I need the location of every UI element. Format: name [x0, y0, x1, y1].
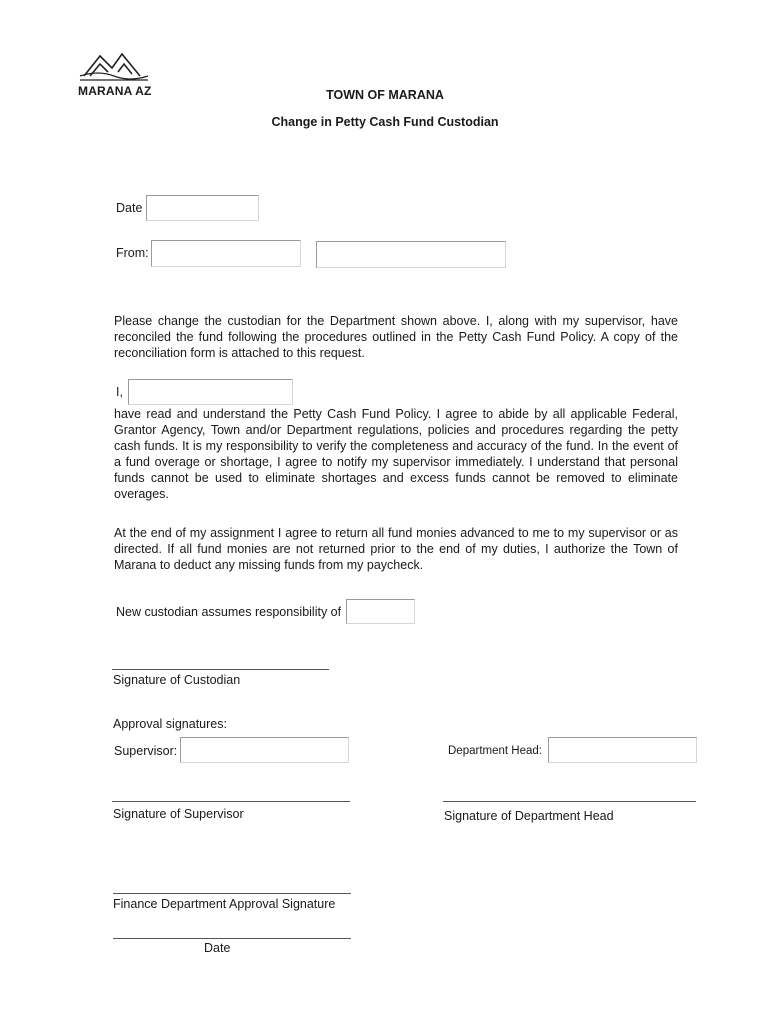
- supervisor-label: Supervisor:: [114, 744, 178, 758]
- custodian-name-input[interactable]: [128, 379, 293, 405]
- from-label: From:: [116, 246, 149, 260]
- date-input[interactable]: [146, 195, 259, 221]
- dept-head-signature-line[interactable]: [443, 801, 696, 802]
- agreement-paragraph: have read and understand the Petty Cash Fund Policy. I agree to abide by all applicable Federal, Grantor Agency, Town and/or Department regulations, policies and procedures regarding the petty cash funds. It is my responsibility to verify the completeness and accuracy of the fund. In the event of a fund overage or shortage, I agree to notify my supervisor immediately. I understand that personal funds cannot be used to eliminate shortages and excess funds cannot be removed to eliminate overages.: [114, 407, 678, 501]
- assignment-paragraph: At the end of my assignment I agree to return all fund monies advanced to me to my supervisor or as directed. If all fund monies are not returned prior to the end of my duties, I authorize the Town of Marana to deduct any missing funds from my paycheck.: [114, 526, 678, 572]
- custodian-signature-line[interactable]: [112, 669, 329, 670]
- supervisor-input[interactable]: [180, 737, 349, 763]
- from-department-input[interactable]: [316, 241, 506, 268]
- dept-head-input[interactable]: [548, 737, 697, 763]
- from-name-input[interactable]: [151, 240, 301, 267]
- logo-text: MARANA AZ: [78, 84, 152, 98]
- finance-date-label: Date: [204, 941, 231, 955]
- page-title: TOWN OF MARANA: [326, 88, 444, 102]
- responsibility-amount-input[interactable]: [346, 599, 415, 624]
- custodian-signature-label: Signature of Custodian: [113, 673, 241, 687]
- dept-head-signature-label: Signature of Department Head: [444, 809, 614, 823]
- form-subtitle: Change in Petty Cash Fund Custodian: [271, 115, 499, 129]
- finance-signature-line[interactable]: [113, 893, 351, 894]
- i-label: I,: [116, 385, 123, 399]
- request-paragraph: Please change the custodian for the Department shown above. I, along with my supervisor, have reconciled the fund following the procedures outlined in the Petty Cash Fund Policy. A copy of the reconciliation form is attached to this request.: [114, 314, 678, 360]
- finance-date-line[interactable]: [113, 938, 351, 939]
- date-label: Date: [116, 201, 143, 215]
- responsibility-label: New custodian assumes responsibility of: [116, 605, 342, 619]
- supervisor-signature-line[interactable]: [112, 801, 350, 802]
- finance-signature-label: Finance Department Approval Signature: [113, 897, 336, 911]
- supervisor-signature-label: Signature of Supervisor: [113, 807, 244, 821]
- dept-head-label: Department Head:: [448, 745, 542, 757]
- approval-heading: Approval signatures:: [113, 717, 227, 731]
